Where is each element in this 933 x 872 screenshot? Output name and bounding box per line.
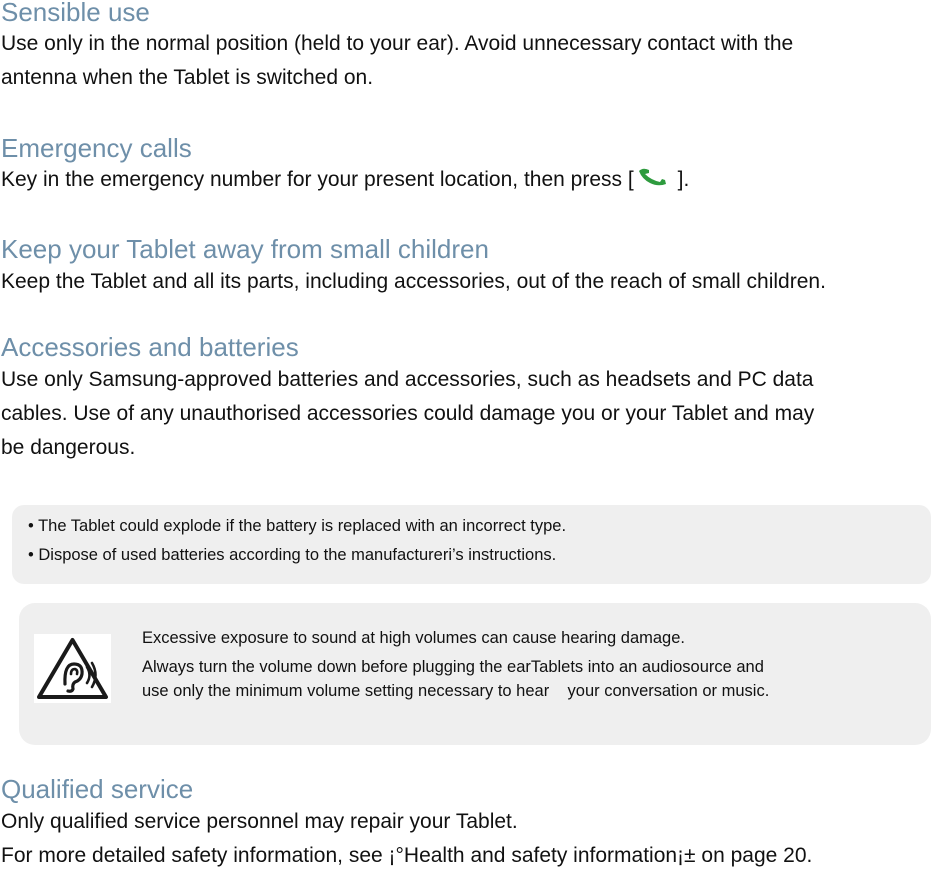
hearing-note-line-1: Excessive exposure to sound at high volumes can cause hearing damage. — [142, 629, 685, 647]
qualified-line-1: Only qualified service personnel may repair your Tablet. — [1, 810, 518, 833]
children-line-1: Keep the Tablet and all its parts, including accessories, out of the reach of small children. — [1, 270, 826, 293]
battery-warning-note — [12, 505, 931, 584]
battery-note-item-2: • Dispose of used batteries according to the manufactureri’s instructions. — [28, 546, 557, 564]
battery-note-item-1: • The Tablet could explode if the battery is replaced with an incorrect type. — [28, 517, 567, 535]
hearing-damage-warning-icon — [34, 634, 111, 703]
emergency-text-before: Key in the emergency number for your present location, then press [ — [1, 168, 634, 191]
phone-call-icon — [634, 165, 678, 187]
hearing-note-line-2: Always turn the volume down before plugging the earTablets into an audiosource and — [142, 658, 764, 676]
emergency-calls-text — [1, 163, 689, 196]
heading-qualified-service: Qualified service — [1, 774, 194, 804]
qualified-line-2: For more detailed safety information, see ¡°Health and safety information¡± on page 20. — [1, 844, 813, 867]
accessories-line-1: Use only Samsung-approved batteries and accessories, such as headsets and PC data — [1, 368, 814, 391]
heading-emergency-calls: Emergency calls — [1, 133, 192, 163]
accessories-line-3: be dangerous. — [1, 436, 136, 459]
accessories-line-2: cables. Use of any unauthorised accessories could damage you or your Tablet and may — [1, 402, 815, 425]
heading-keep-away-children: Keep your Tablet away from small children — [1, 234, 489, 264]
hearing-note-line-3: use only the minimum volume setting necessary to hear your conversation or music. — [142, 682, 770, 700]
hearing-warning-note — [19, 603, 931, 745]
sensible-use-line-1: Use only in the normal position (held to your ear). Avoid unnecessary contact with the — [1, 32, 794, 55]
emergency-text-after: ]. — [677, 168, 690, 191]
sensible-use-line-2: antenna when the Tablet is switched on. — [1, 66, 374, 89]
heading-accessories-batteries: Accessories and batteries — [1, 332, 299, 362]
heading-sensible-use: Sensible use — [1, 0, 150, 27]
